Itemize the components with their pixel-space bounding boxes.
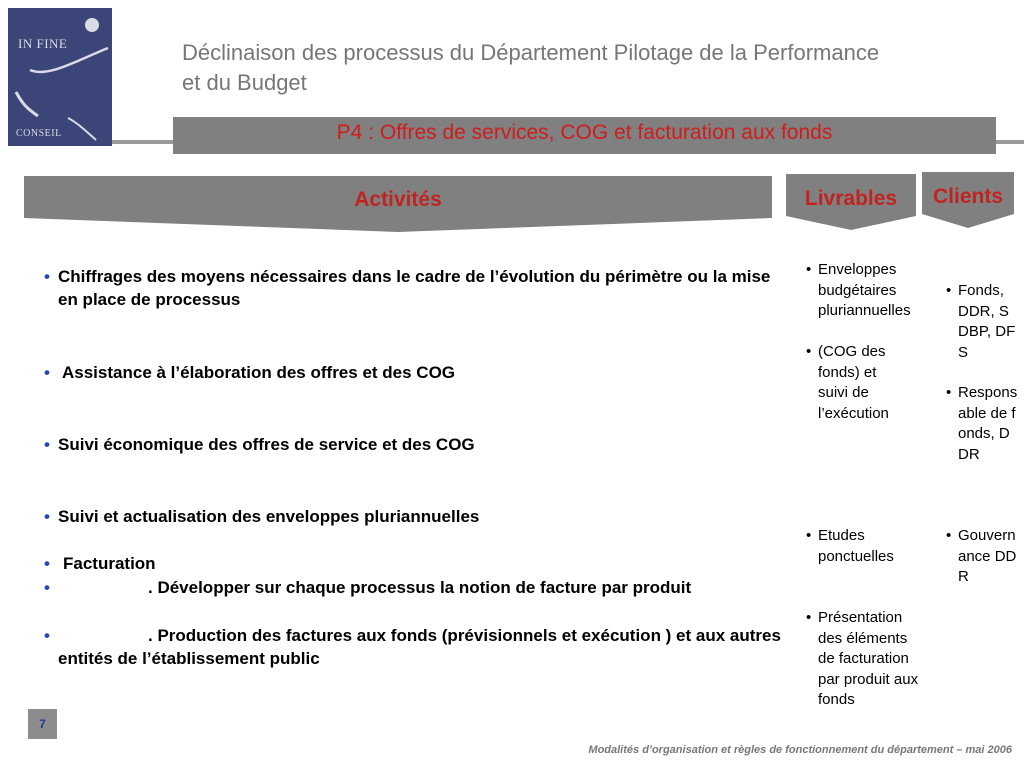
list-item: • (COG des fonds) et suivi de l’exécution (806, 343, 889, 422)
livrable-text: (COG des fonds) et suivi de l’exécution (818, 343, 889, 422)
list-item: • Responsable de fonds, DDR (946, 384, 1018, 463)
list-item: • Etudes ponctuelles (806, 527, 894, 565)
column-header-activites: Activités (354, 188, 442, 211)
list-item: • . Production des factures aux fonds (prévisionnels et exécution ) et aux autres entités de l’établissement public (44, 626, 781, 668)
client-text: Responsable de fonds, DDR (958, 384, 1018, 463)
list-item: • Chiffrages des moyens nécessaires dans le cadre de l’évolution du périmètre ou la mise en place de processus (44, 267, 771, 309)
livrable-text: Présentation des éléments de facturation par produit aux fonds (818, 609, 919, 708)
list-item: • Gouvernance DDR (946, 527, 1017, 585)
page-number: 7 (28, 709, 57, 739)
list-item: • Fonds, DDR, SDBP, DFS (946, 282, 1016, 361)
activity-text: . Développer sur chaque processus la notion de facture par produit (148, 578, 692, 597)
activity-text: Chiffrages des moyens nécessaires dans le cadre de l’évolution du périmètre ou la mise en place de processus (58, 267, 771, 309)
subtitle-bar (173, 117, 996, 154)
list-item: • Enveloppes budgétaires pluriannuelles (806, 261, 911, 319)
client-text: Gouvernance DDR (958, 527, 1017, 585)
logo-top-text: IN FINE (18, 36, 68, 51)
livrable-text: Etudes ponctuelles (818, 527, 894, 565)
list-item: • Facturation (44, 554, 156, 573)
list-item: • Présentation des éléments de facturation par produit aux fonds (806, 609, 919, 708)
activity-text: Suivi et actualisation des enveloppes pluriannuelles (58, 507, 480, 526)
logo (8, 8, 112, 146)
activity-text: Facturation (63, 554, 156, 573)
column-header-clients: Clients (932, 185, 1003, 208)
page-title: Déclinaison des processus du Département Pilotage de la Performance et du Budget (182, 40, 880, 95)
dancer-logo-icon (8, 8, 112, 146)
livrable-text: Enveloppes budgétaires pluriannuelles (818, 261, 911, 319)
activity-text: Suivi économique des offres de service et des COG (58, 435, 475, 454)
list-item: • . Développer sur chaque processus la notion de facture par produit (44, 578, 692, 597)
column-header-livrables: Livrables (804, 187, 898, 210)
footer-text: Modalités d’organisation et règles de fonctionnement du département – mai 2006 (588, 744, 1012, 756)
activity-text: Assistance à l’élaboration des offres et des COG (62, 363, 456, 382)
logo-bottom-text: CONSEIL (16, 128, 62, 139)
activity-text: . Production des factures aux fonds (prévisionnels et exécution ) et aux autres entités de l’établissement public (58, 626, 781, 668)
list-item: • Suivi économique des offres de service et des COG (44, 435, 475, 454)
list-item: • Assistance à l’élaboration des offres et des COG (44, 363, 456, 382)
page-subtitle: P4 : Offres de services, COG et facturation aux fonds (336, 121, 833, 144)
list-item: • Suivi et actualisation des enveloppes pluriannuelles (44, 507, 480, 526)
client-text: Fonds, DDR, SDBP, DFS (958, 282, 1016, 361)
